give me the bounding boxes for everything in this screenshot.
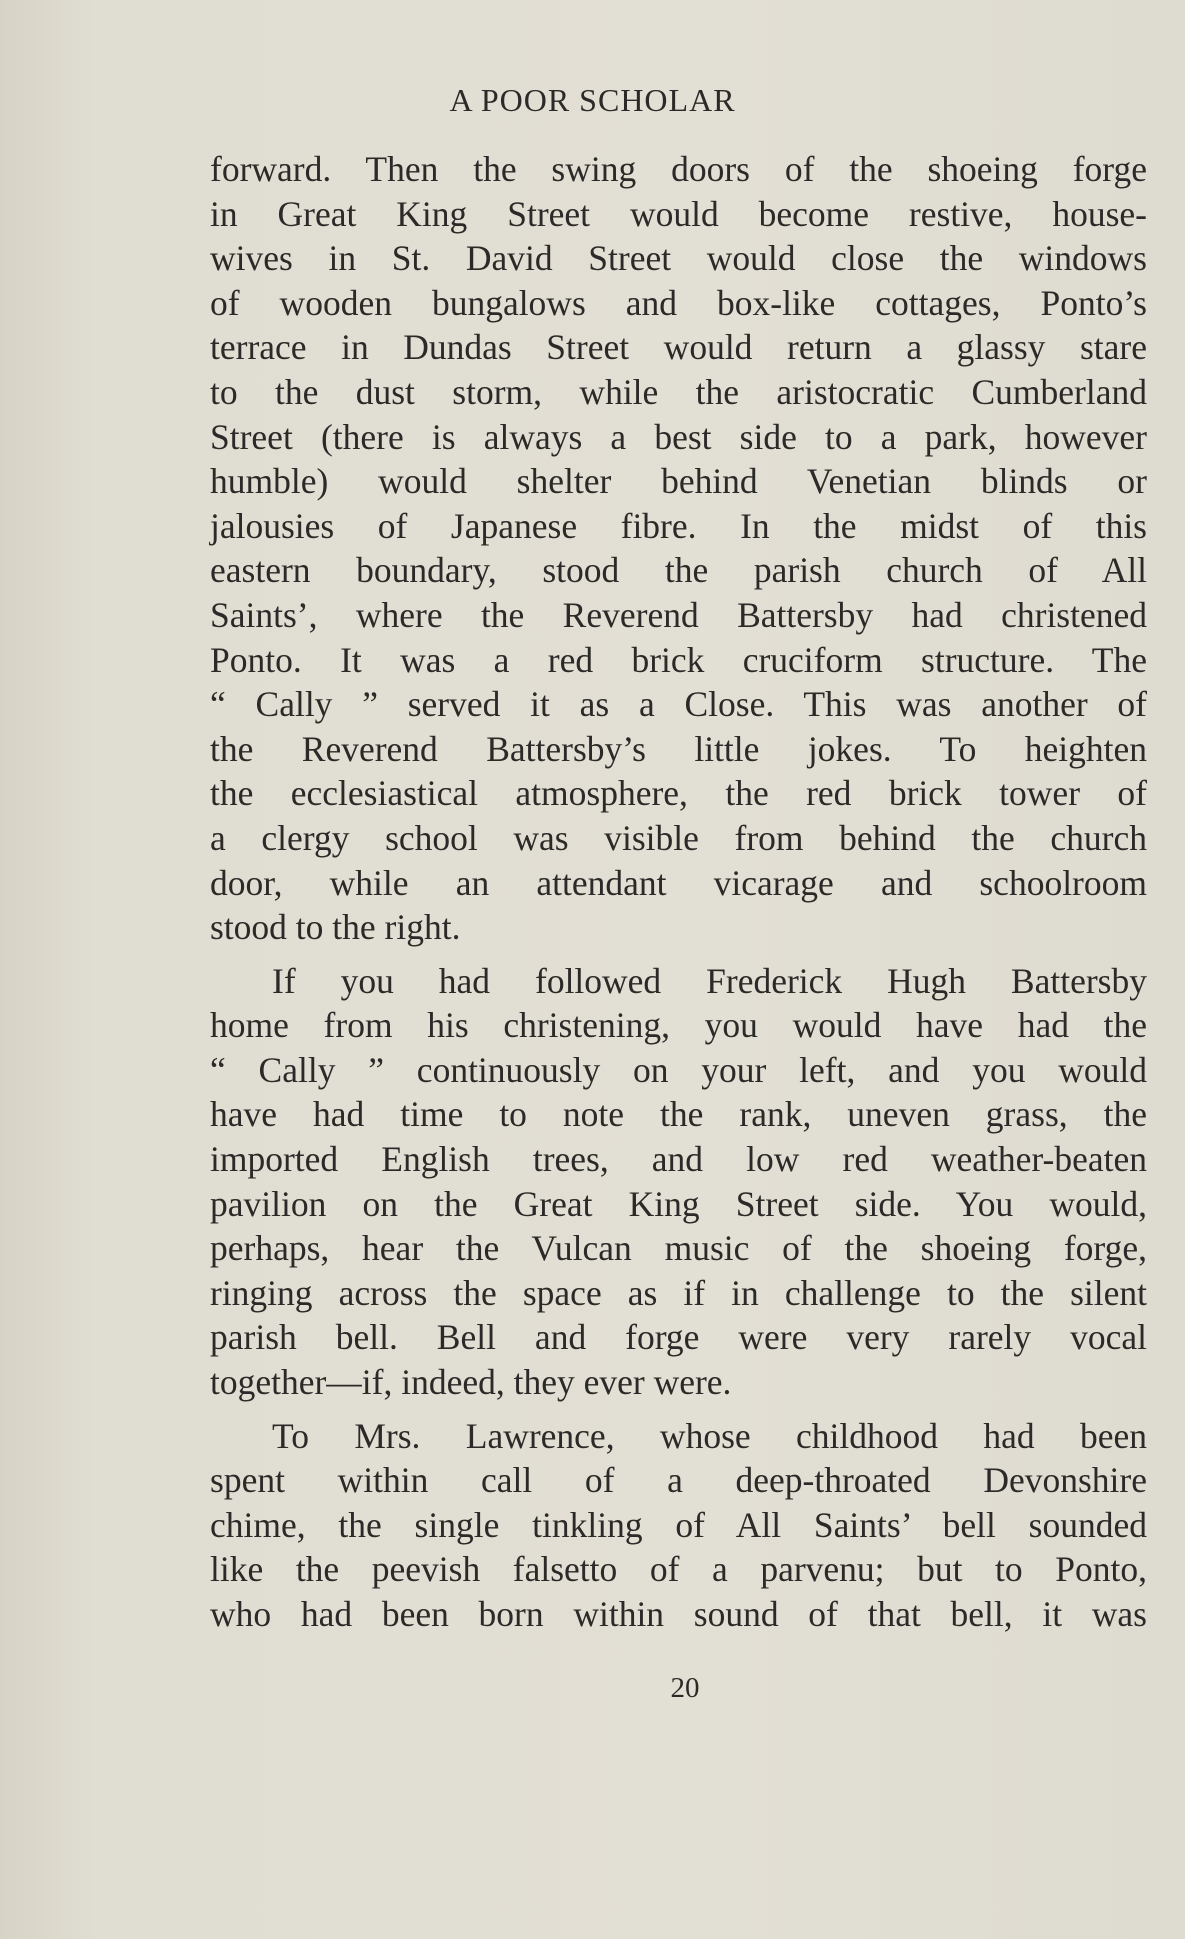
- text-line: perhaps, hear the Vulcan music of the shoeing forge,: [210, 1228, 1147, 1269]
- text-line: “ Cally ” continuously on your left, and you would: [210, 1049, 1147, 1090]
- page-number: 20: [670, 1672, 700, 1704]
- text-line: have had time to note the rank, uneven grass, the: [210, 1094, 1147, 1135]
- text-line: chime, the single tinkling of All Saints’ bell sounded: [210, 1504, 1147, 1545]
- paragraph-gap: [210, 950, 1147, 959]
- text-line: forward. Then the swing doors of the shoeing forge: [210, 149, 1147, 189]
- text-line: wives in St. David Street would close the windows: [210, 238, 1147, 279]
- text-line: a clergy school was visible from behind the church: [210, 817, 1147, 858]
- text-line: door, while an attendant vicarage and schoolroom: [210, 862, 1147, 903]
- text-line: like the peevish falsetto of a parvenu; but to Ponto,: [210, 1549, 1147, 1590]
- text-line: to the dust storm, while the aristocratic Cumberland: [210, 371, 1147, 412]
- running-head: A POOR SCHOLAR: [449, 82, 736, 118]
- text-line: the Reverend Battersby’s little jokes. To heighten: [210, 728, 1147, 769]
- text-line: imported English trees, and low red weather-beaten: [210, 1139, 1147, 1180]
- text-line: ringing across the space as if in challenge to the silent: [210, 1272, 1147, 1313]
- body-text: [210, 147, 1147, 1637]
- text-line: home from his christening, you would have had the: [210, 1005, 1147, 1046]
- text-line: Street (there is always a best side to a park, however: [210, 416, 1147, 457]
- text-line: pavilion on the Great King Street side. You would,: [210, 1183, 1147, 1224]
- text-line: parish bell. Bell and forge were very rarely vocal: [210, 1317, 1147, 1358]
- text-line: To Mrs. Lawrence, whose childhood had been: [272, 1415, 1147, 1456]
- text-line: together—if, indeed, they ever were.: [210, 1362, 732, 1403]
- text-line: in Great King Street would become restive, house-: [210, 193, 1147, 234]
- text-line: stood to the right.: [210, 907, 461, 948]
- text-line: “ Cally ” served it as a Close. This was another of: [210, 684, 1147, 725]
- text-line: Saints’, where the Reverend Battersby had christened: [210, 594, 1147, 635]
- paragraph: [210, 959, 1147, 1405]
- text-line: who had been born within sound of that bell, it was: [210, 1594, 1147, 1634]
- paragraph: [210, 147, 1147, 950]
- paragraph: [210, 1414, 1147, 1637]
- text-line: the ecclesiastical atmosphere, the red brick tower of: [210, 773, 1147, 814]
- text-line: terrace in Dundas Street would return a glassy stare: [210, 327, 1147, 368]
- text-line: eastern boundary, stood the parish church of All: [210, 550, 1147, 591]
- paragraph-gap: [210, 1405, 1147, 1414]
- text-line: spent within call of a deep-throated Devonshire: [210, 1460, 1147, 1501]
- text-line: Ponto. It was a red brick cruciform structure. The: [210, 639, 1147, 680]
- text-line: If you had followed Frederick Hugh Battersby: [272, 960, 1147, 1001]
- text-line: humble) would shelter behind Venetian blinds or: [210, 461, 1147, 502]
- text-line: of wooden bungalows and box-like cottages, Ponto’s: [210, 282, 1147, 323]
- text-line: jalousies of Japanese fibre. In the midst of this: [210, 505, 1147, 546]
